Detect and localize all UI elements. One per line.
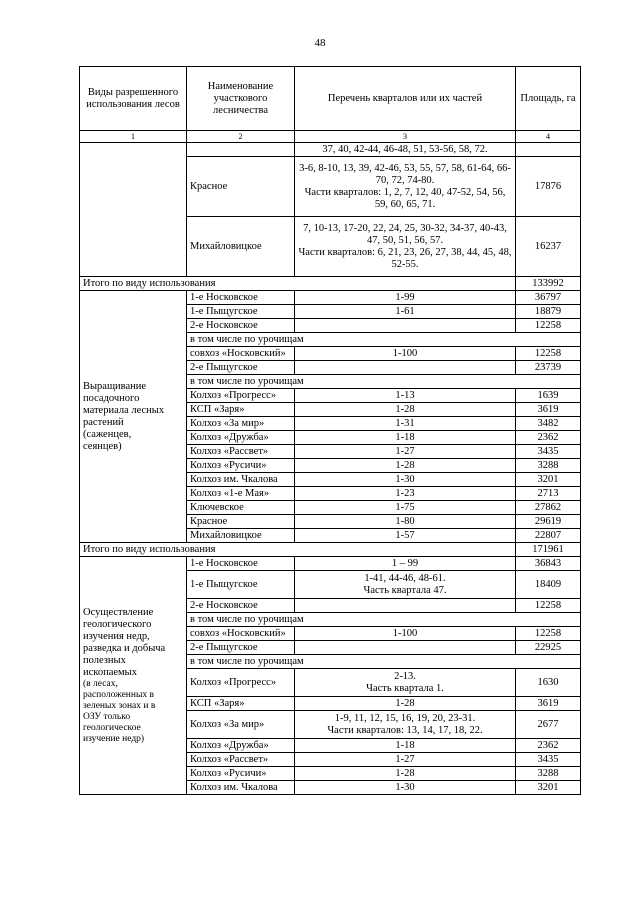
forestry-name: Колхоз «Прогресс» [187,389,295,403]
column-number: 3 [295,131,516,143]
forestry-name: Михайловицкое [187,529,295,543]
forestry-name: Колхоз «За мир» [187,711,295,739]
area-cell: 3619 [516,697,581,711]
forestry-name: КСП «Заря» [187,697,295,711]
total-label: Итого по виду использования [80,543,516,557]
area-cell: 29619 [516,515,581,529]
area-cell: 3435 [516,445,581,459]
quarters-cell: 1-18 [295,739,516,753]
forest-use-table [79,66,581,795]
subgroup-label: в том числе по урочищам [187,655,581,669]
quarters-cell: 1-27 [295,445,516,459]
forestry-name: 1-е Пыщугское [187,571,295,599]
header-use-type: Виды разрешенного использования лесов [80,67,187,131]
forestry-name: Колхоз «Рассвет» [187,445,295,459]
total-row [80,543,581,557]
area-cell: 16237 [516,217,581,277]
section-c [80,557,581,795]
table-row [80,557,581,571]
quarters-cell: 1-13 [295,389,516,403]
header-area: Площадь, га [516,67,581,131]
quarters-cell [295,319,516,333]
area-cell: 2362 [516,739,581,753]
area-cell: 3619 [516,403,581,417]
area-cell: 36843 [516,557,581,571]
area-cell: 3288 [516,767,581,781]
area-cell: 2713 [516,487,581,501]
forestry-name: Колхоз «Дружба» [187,431,295,445]
quarters-cell: 1-57 [295,529,516,543]
area-cell: 12258 [516,599,581,613]
quarters-cell: 1-18 [295,431,516,445]
header-row [80,67,581,131]
area-cell: 1630 [516,669,581,697]
area-cell: 3201 [516,473,581,487]
forestry-name: Колхоз им. Чкалова [187,473,295,487]
quarters-cell [295,361,516,375]
forestry-name: 1-е Носковское [187,557,295,571]
forestry-name: Ключевское [187,501,295,515]
quarters-cell: 2-13. Часть квартала 1. [295,669,516,697]
forestry-name: КСП «Заря» [187,403,295,417]
forestry-name: Колхоз им. Чкалова [187,781,295,795]
area-cell: 17876 [516,157,581,217]
area-cell: 3201 [516,781,581,795]
area-cell: 12258 [516,347,581,361]
subgroup-label: в том числе по урочищам [187,333,581,347]
forestry-name: Михайловицкое [187,217,295,277]
use-type-cell: Выращивание посадочного материала лесных растений (саженцев, сеянцев) [80,291,187,543]
quarters-cell: 1-23 [295,487,516,501]
forestry-name: Красное [187,515,295,529]
quarters-cell: 37, 40, 42-44, 46-48, 51, 53-56, 58, 72. [295,143,516,157]
forestry-name: 2-е Носковское [187,599,295,613]
quarters-cell: 1-80 [295,515,516,529]
forestry-name: Колхоз «Дружба» [187,739,295,753]
forestry-name: Колхоз «Русичи» [187,767,295,781]
section-b [80,291,581,557]
forestry-name: 2-е Пыщугское [187,641,295,655]
quarters-cell: 1-9, 11, 12, 15, 16, 19, 20, 23-31. Части кварталов: 13, 14, 17, 18, 22. [295,711,516,739]
quarters-cell: 1 – 99 [295,557,516,571]
forestry-name: Колхоз «Русичи» [187,459,295,473]
area-cell: 18879 [516,305,581,319]
forestry-name: 2-е Пыщугское [187,361,295,375]
quarters-cell: 1-99 [295,291,516,305]
header-quarters-list: Перечень кварталов или их частей [295,67,516,131]
table-row [80,143,581,157]
area-cell: 22807 [516,529,581,543]
area-cell: 3482 [516,417,581,431]
area-cell: 2677 [516,711,581,739]
header-forestry-name: Наименование участкового лесничества [187,67,295,131]
forestry-name: Колхоз «Рассвет» [187,753,295,767]
quarters-cell: 1-61 [295,305,516,319]
area-cell: 18409 [516,571,581,599]
quarters-cell: 1-27 [295,753,516,767]
use-type-note: (в лесах, расположенных в зеленых зонах и в ОЗУ только геологическое изучение недр) [83,678,156,744]
area-cell: 36797 [516,291,581,305]
total-area: 133992 [516,277,581,291]
forestry-name: Красное [187,157,295,217]
forestry-name: Колхоз «1-е Мая» [187,487,295,501]
quarters-cell: 1-100 [295,347,516,361]
total-label: Итого по виду использования [80,277,516,291]
area-cell: 3288 [516,459,581,473]
quarters-cell: 1-30 [295,781,516,795]
area-cell: 2362 [516,431,581,445]
forestry-name: совхоз «Носковский» [187,627,295,641]
area-cell: 22925 [516,641,581,655]
forestry-name: 1-е Пыщугское [187,305,295,319]
forestry-name: Колхоз «За мир» [187,417,295,431]
forestry-name: Колхоз «Прогресс» [187,669,295,697]
quarters-cell: 1-28 [295,459,516,473]
subgroup-label: в том числе по урочищам [187,375,581,389]
total-area: 171961 [516,543,581,557]
page-number: 48 [314,37,326,49]
quarters-cell: 1-28 [295,697,516,711]
use-type-geology: Осуществление геологического изучения недр, разведка и добыча полезных ископаемых [83,606,166,678]
column-number: 4 [516,131,581,143]
column-number: 1 [80,131,187,143]
column-numbers-row [80,131,581,143]
forestry-name: 1-е Носковское [187,291,295,305]
area-cell: 12258 [516,627,581,641]
forestry-name: 2-е Носковское [187,319,295,333]
table-row [80,291,581,305]
use-type-cell [80,557,187,795]
quarters-cell: 1-28 [295,767,516,781]
quarters-cell: 1-100 [295,627,516,641]
quarters-cell: 1-30 [295,473,516,487]
use-type-cell-empty [80,143,187,277]
area-cell: 3435 [516,753,581,767]
area-cell: 12258 [516,319,581,333]
quarters-cell: 1-31 [295,417,516,431]
subgroup-label: в том числе по урочищам [187,613,581,627]
quarters-cell: 3-6, 8-10, 13, 39, 42-46, 53, 55, 57, 58, 61-64, 66-70, 72, 74-80. Части кварталов: 1, 2, 7, 12, 40, 47-52, 54, 56, 59, 60, 65, 71. [295,157,516,217]
column-number: 2 [187,131,295,143]
quarters-cell: 1-75 [295,501,516,515]
quarters-cell: 1-28 [295,403,516,417]
quarters-cell: 7, 10-13, 17-20, 22, 24, 25, 30-32, 34-37, 40-43, 47, 50, 51, 56, 57. Части кварталов: 6, 21, 23, 26, 27, 38, 44, 45, 48, 52-55. [295,217,516,277]
total-row [80,277,581,291]
quarters-cell: 1-41, 44-46, 48-61. Часть квартала 47. [295,571,516,599]
forestry-name: совхоз «Носковский» [187,347,295,361]
area-cell: 23739 [516,361,581,375]
area-cell: 27862 [516,501,581,515]
area-cell: 1639 [516,389,581,403]
